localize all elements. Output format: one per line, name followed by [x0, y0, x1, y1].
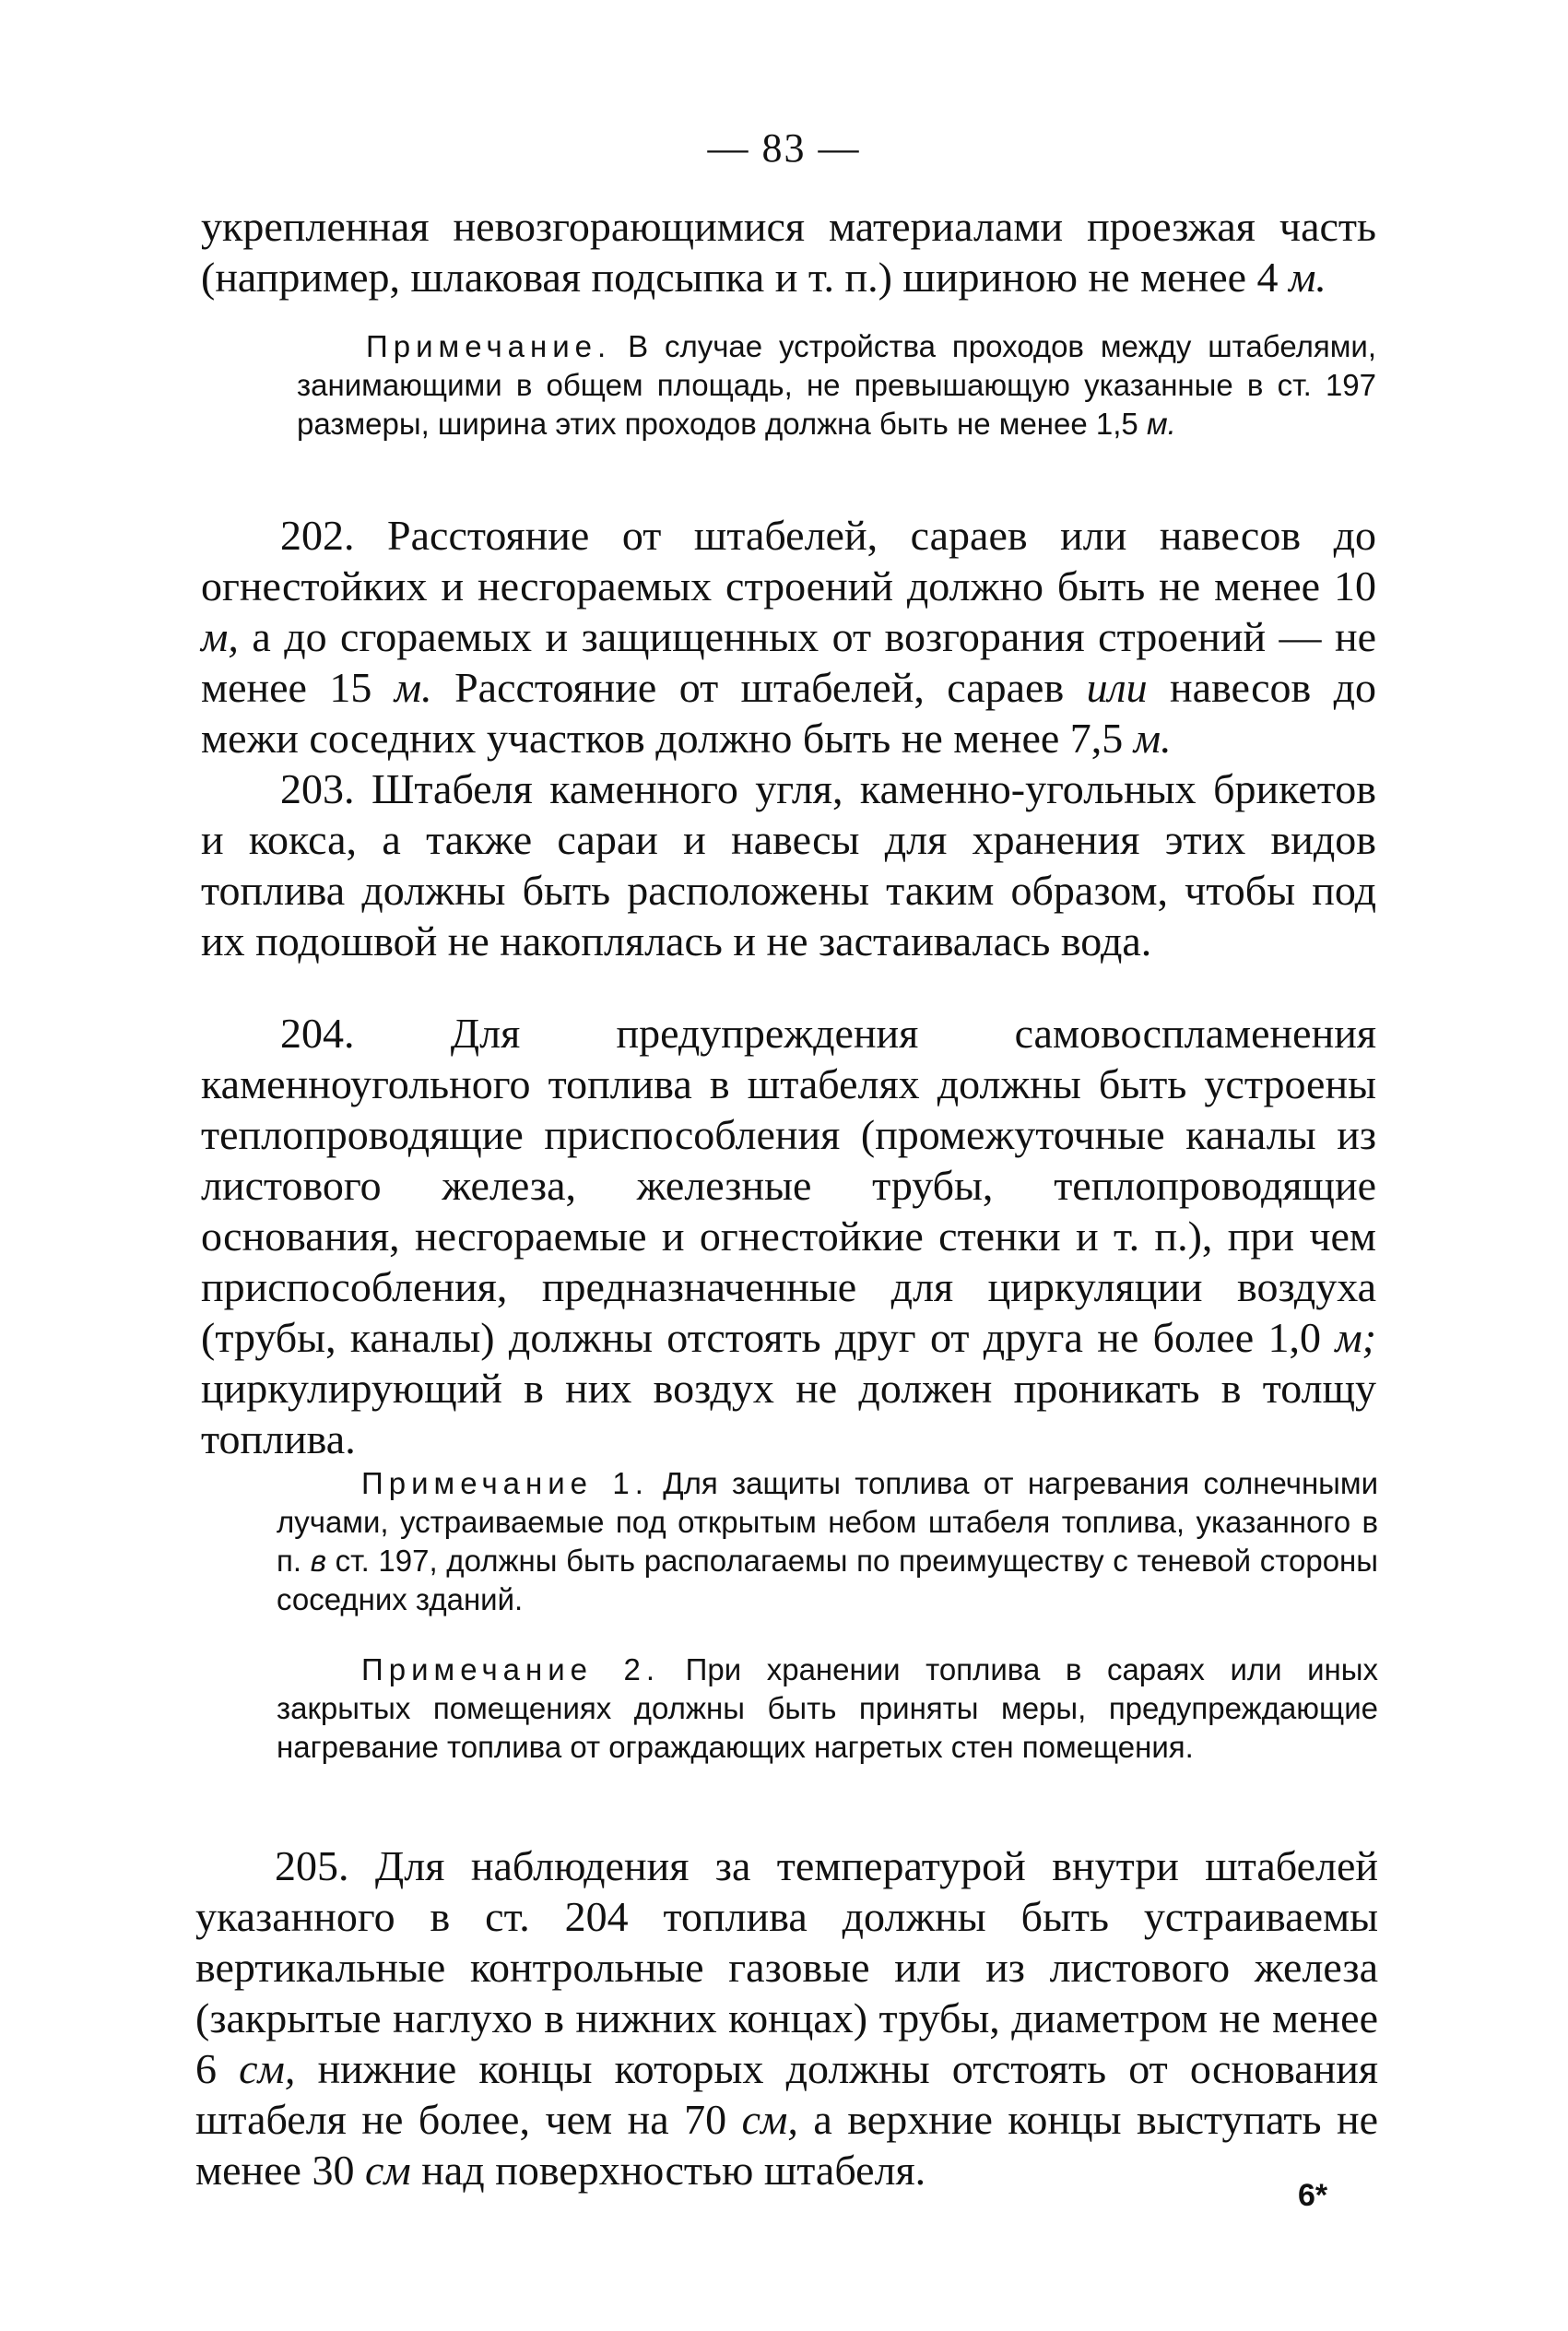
p202-unit-1: м, — [201, 613, 239, 660]
p202-text-b: а до сгораемых и защищенных от возгорания строений — не менее 15 — [201, 613, 1377, 711]
paragraph-202 — [201, 510, 1376, 763]
p202-text-a: 202. Расстояние от штабелей, сараев или навесов до огнестойких и несгораемых строений должно быть не менее 10 — [201, 512, 1376, 609]
continuation-paragraph — [201, 201, 1376, 302]
p204-text-a: 204. Для предупреждения самовоспламенения каменноугольного топлива в штабелях должны быть устроены теплопроводящие приспособления (промежуточные каналы из листового железа, железные трубы, теплопроводящие основания, несгораемые и огнестойкие стенки и т. п.), при чем приспособления, предназначенные для циркуляции воздуха (трубы, каналы) должны отстоять друг от друга не более 1,0 — [201, 1010, 1376, 1361]
p205-text-b: нижние концы которых должны отстоять от основания штабеля не более, чем на 70 — [195, 2045, 1379, 2143]
p202-italic-word: или — [1086, 664, 1148, 711]
note-top-label: Примечание. — [366, 329, 612, 363]
note-top-text: В случае устройства проходов между штабелями, занимающими в общем площадь, не превышающую указанные в ст. 197 размеры, ширина этих проходов должна быть не менее 1,5 — [297, 329, 1376, 441]
p205-unit-2: см, — [741, 2096, 798, 2143]
p205-unit-3: см — [364, 2147, 411, 2194]
continuation-unit: м. — [1289, 254, 1326, 301]
note-1-text-b: ст. 197, должны быть располагаемы по преимуществу с теневой стороны соседних зданий. — [277, 1544, 1378, 1616]
p202-text-d: навесов до межи соседних участков должно быть не менее 7,5 — [201, 664, 1377, 762]
note-top — [297, 327, 1376, 444]
p202-unit-3: м. — [1133, 715, 1172, 762]
note-2-label: Примечание 2. — [361, 1652, 661, 1686]
p205-text-d: над поверхностью штабеля. — [421, 2147, 926, 2194]
page-number: — 83 — — [707, 125, 861, 171]
note-2 — [277, 1651, 1378, 1767]
note-2-text: При хранении топлива в сараях или иных закрытых помещениях должны быть приняты меры, предупреждающие нагревание топлива от ограждающих нагретых стен помещения. — [277, 1652, 1378, 1764]
p205-unit-1: см, — [239, 2045, 296, 2092]
p204-text-b: циркулирующий в них воздух не должен проникать в толщу топлива. — [201, 1365, 1376, 1462]
note-top-unit: м. — [1146, 407, 1176, 441]
note-1-text-a: Для защиты топлива от нагревания солнечными лучами, устраиваемые под открытым небом штабеля топлива, указанного в п. — [277, 1466, 1379, 1578]
p205-text-a: 205. Для наблюдения за температурой внутри штабелей указанного в ст. 204 топлива должны быть устраиваемы вертикальные контрольные газовые или из листового железа (закрытые наглухо в нижних концах) трубы, диаметром не менее 6 — [195, 1842, 1378, 2092]
p204-unit-1: м; — [1335, 1314, 1376, 1361]
p202-unit-2: м. — [394, 664, 432, 711]
note-1-label: Примечание 1. — [361, 1466, 649, 1500]
note-1 — [277, 1464, 1378, 1619]
p203-text: 203. Штабеля каменного угля, каменно-угольных брикетов и кокса, а также сараи и навесы для хранения этих видов топлива должны быть расположены таким образом, чтобы под их подошвой не накоплялась и не застаивалась вода. — [201, 765, 1376, 964]
paragraph-203 — [201, 763, 1376, 966]
p205-text-c: а верхние концы выступать не менее 30 — [195, 2096, 1378, 2194]
paragraph-205 — [195, 1840, 1378, 2195]
signature-mark: 6* — [1298, 2178, 1328, 2213]
p202-text-c: Расстояние от штабелей, сараев — [454, 664, 1065, 711]
paragraph-204 — [201, 1008, 1376, 1464]
continuation-text: укрепленная невозгорающимися материалами проезжая часть (например, шлаковая подсыпка и т. п.) шириною не менее 4 — [201, 203, 1376, 301]
note-1-italic-letter: в — [310, 1544, 326, 1578]
